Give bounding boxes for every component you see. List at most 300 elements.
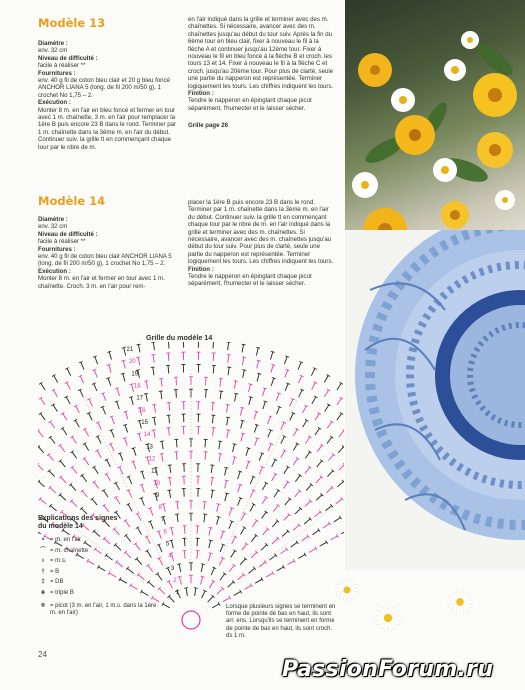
stitch-bar	[201, 576, 205, 577]
stitch-mark	[41, 398, 45, 405]
stitch-mark	[220, 379, 221, 387]
model13-niveau: facile à réaliser **	[38, 62, 86, 70]
stitch-mark	[262, 497, 266, 504]
stitch-mark	[268, 430, 271, 437]
stitch-mark	[317, 445, 322, 451]
stitch-mark	[41, 383, 45, 390]
round-number: 18	[133, 383, 141, 390]
stitch-bar	[209, 527, 213, 528]
legend-item	[36, 603, 166, 617]
stitch-mark	[262, 388, 264, 396]
round-number: 5	[165, 541, 170, 548]
stitch-mark	[82, 491, 87, 497]
stitch-mark	[251, 535, 256, 541]
stitch-mark	[325, 506, 331, 511]
stitch-mark	[197, 538, 198, 546]
stitch-mark	[320, 542, 327, 546]
legend-item	[36, 590, 166, 597]
daisy-center	[456, 598, 464, 606]
stitch-mark	[242, 345, 243, 353]
round-number: 9	[156, 492, 160, 499]
stitch-mark	[336, 499, 342, 504]
stitch-mark	[208, 596, 213, 602]
stitch-mark	[150, 521, 153, 528]
stitch-mark	[229, 565, 234, 571]
stitch-mark	[85, 444, 89, 451]
stitch-bar	[152, 417, 156, 418]
round-number: 17	[136, 395, 144, 402]
stitch-mark	[261, 545, 267, 551]
stitch-mark	[40, 413, 45, 419]
stitch-mark	[327, 437, 332, 443]
round-number: 13	[146, 444, 153, 451]
stitch-mark	[116, 497, 120, 504]
stitch-mark	[293, 444, 297, 451]
stitch-mark	[334, 517, 341, 522]
stitch-bar	[218, 441, 222, 442]
stitch-bar	[241, 433, 245, 434]
stitch-mark	[295, 508, 301, 514]
model14-fournitures: env. 40 g fil de coton bleu clair ANCHOR LIANA 5 (long. de fil 200 m/50 g), 1 crochet No 1,75 – 2.	[38, 253, 172, 268]
stitch-mark	[323, 524, 330, 529]
stitch-mark	[325, 405, 329, 412]
legend-symbol: ⧺	[40, 589, 46, 596]
stitch-mark	[212, 415, 213, 423]
legend-item	[36, 579, 166, 586]
stitch-mark	[220, 545, 223, 552]
stitch-mark	[124, 348, 126, 356]
stitch-bar	[233, 444, 237, 445]
stitch-mark	[291, 542, 297, 547]
stitch-bar	[152, 404, 156, 405]
stitch-mark	[337, 383, 341, 390]
stitch-mark	[128, 504, 132, 511]
model14-execution-right: placer la 1ère B puis encore 23 B dans le rond. Terminer par 1 m. chaînette dans la 3ème m. en l'air du début. Continuer suiv. la grille tt en commençant chaque tour par le nbre de m. en l'air indiqué dans la grille et terminer avec des m. chaînettes. Si nécessaire, avancer avec des m. chaînettes jusqu'au début du tour suiv. Pour plus de clarté, seule une partie du napperon est représentée. Terminer logiquement les tours. Les chiffres indiquent les tours.	[188, 199, 334, 266]
stitch-mark	[89, 399, 92, 406]
round-number: 4	[168, 553, 172, 560]
stitch-mark	[281, 422, 284, 429]
stitch-mark	[153, 355, 154, 363]
stitch-mark	[254, 425, 257, 433]
stitch-mark	[109, 365, 111, 373]
stitch-mark	[299, 390, 302, 397]
stitch-mark	[177, 502, 178, 510]
stitch-mark	[50, 506, 56, 511]
stitch-mark	[176, 390, 177, 398]
legend-text: = m.s.	[50, 558, 67, 564]
stitch-mark	[293, 458, 297, 465]
stitch-mark	[254, 412, 256, 420]
stitch-bar	[328, 522, 330, 525]
stitch-mark	[150, 508, 153, 516]
stitch-mark	[109, 352, 111, 360]
stitch-mark	[250, 477, 253, 484]
stitch-bar	[201, 564, 205, 565]
stitch-bar	[225, 480, 229, 481]
stitch-mark	[339, 431, 344, 437]
stitch-mark	[240, 408, 242, 416]
stitch-bar	[242, 344, 246, 345]
stitch-bar	[308, 451, 311, 453]
stitch-mark	[38, 447, 43, 453]
stitch-mark	[243, 370, 245, 378]
stitch-mark	[54, 375, 58, 382]
stitch-mark	[153, 342, 154, 350]
stitch-bar	[318, 528, 320, 531]
stitch-mark	[238, 498, 241, 505]
stitch-mark	[338, 447, 343, 453]
stitch-mark	[211, 490, 212, 498]
stitch-mark	[326, 487, 332, 492]
stitch-mark	[125, 412, 127, 420]
stitch-mark	[163, 504, 165, 512]
stitch-mark	[211, 478, 212, 486]
stitch-mark	[205, 439, 206, 447]
stitch-mark	[298, 555, 305, 559]
stitch-mark	[98, 422, 101, 429]
stitch-bar	[209, 553, 213, 554]
stitch-mark	[250, 504, 254, 511]
model13-finition-label: Finition :	[188, 90, 214, 98]
stitch-bar	[168, 465, 172, 466]
stitch-mark	[284, 357, 287, 365]
stitch-mark	[263, 529, 268, 535]
stitch-mark	[259, 562, 265, 567]
stitch-mark	[228, 355, 229, 363]
stitch-mark	[142, 485, 145, 493]
stitch-bar	[226, 417, 230, 418]
stitch-bar	[226, 404, 230, 405]
stitch-mark	[249, 384, 251, 392]
stitch-mark	[241, 421, 243, 429]
stitch-mark	[233, 444, 235, 452]
stitch-mark	[60, 445, 65, 451]
stitch-bar	[240, 407, 244, 408]
stitch-bar	[160, 453, 164, 454]
stitch-bar	[271, 351, 275, 352]
stitch-bar	[177, 576, 181, 577]
stitch-mark	[259, 467, 262, 474]
stitch-mark	[60, 461, 65, 467]
legend-text: = triple B	[50, 589, 74, 596]
stitch-mark	[179, 577, 181, 585]
stitch-mark	[268, 417, 271, 424]
stitch-mark	[80, 376, 83, 383]
stitch-mark	[161, 391, 162, 399]
stitch-mark	[108, 378, 111, 386]
stitch-mark	[133, 448, 136, 456]
stitch-mark	[184, 551, 185, 559]
stitch-bar	[217, 504, 221, 505]
stitch-mark	[50, 487, 56, 492]
stitch-mark	[225, 493, 227, 501]
stitch-mark	[303, 406, 307, 413]
stitch-mark	[123, 374, 125, 382]
stitch-bar	[152, 430, 156, 431]
stitch-mark	[284, 467, 288, 474]
stitch-mark	[285, 384, 288, 391]
stitch-mark	[95, 357, 98, 365]
stitch-mark	[266, 573, 273, 577]
stitch-mark	[213, 365, 214, 373]
stitch-mark	[339, 465, 344, 471]
legend-item	[36, 537, 166, 544]
stitch-mark	[201, 564, 203, 572]
model13-niveau-label: Niveau de difficulté :	[38, 54, 98, 62]
stitch-mark	[97, 451, 101, 458]
stitch-mark	[234, 381, 235, 389]
stitch-mark	[272, 538, 278, 543]
stitch-bar	[249, 384, 253, 385]
round-number: 3	[170, 565, 175, 572]
stitch-mark	[276, 393, 279, 400]
stitch-mark	[274, 490, 278, 497]
model14-fournitures-label: Fournitures :	[38, 245, 76, 253]
stitch-mark	[179, 564, 181, 572]
stitch-mark	[85, 429, 89, 436]
stitch-mark	[242, 357, 244, 365]
stitch-mark	[272, 460, 276, 467]
stitch-bar	[169, 540, 173, 541]
stitch-mark	[171, 540, 173, 548]
stitch-bar	[227, 367, 231, 368]
stitch-mark	[62, 428, 66, 435]
stitch-mark	[176, 452, 177, 460]
stitch-mark	[202, 591, 205, 598]
stitch-bar	[168, 477, 172, 478]
stitch-mark	[212, 403, 213, 411]
stitch-mark	[204, 514, 205, 522]
stitch-bar	[257, 373, 261, 374]
stitch-mark	[169, 490, 170, 498]
stitch-bar	[144, 381, 148, 382]
stitch-mark	[235, 394, 237, 402]
stitch-mark	[285, 370, 288, 377]
stitch-mark	[277, 567, 284, 571]
model14-finition: Tendre le napperon en épinglant chaque picot séparément, l'humecter et le laisser sécher.	[188, 273, 312, 288]
stitch-mark	[137, 514, 141, 521]
stitch-bar	[256, 347, 260, 348]
stitch-mark	[271, 378, 274, 386]
stitch-mark	[72, 467, 77, 473]
model14-finition-label: Finition :	[188, 265, 214, 273]
stitch-mark	[295, 475, 300, 481]
stitch-mark	[119, 467, 122, 474]
stitch-bar	[122, 347, 126, 348]
legend-symbol: •	[41, 537, 45, 543]
legend-text: = DB	[50, 579, 64, 585]
stitch-mark	[315, 413, 319, 420]
stitch-bar	[92, 481, 95, 483]
stitch-bar	[151, 354, 155, 355]
stitch-bar	[219, 391, 223, 392]
stitch-mark	[220, 574, 225, 580]
stitch-bar	[70, 451, 73, 453]
stitch-bar	[184, 588, 188, 589]
stitch-mark	[217, 517, 219, 525]
stitch-mark	[262, 512, 267, 519]
stitch-mark	[270, 555, 276, 560]
stitch-mark	[233, 457, 235, 465]
stitch-bar	[265, 511, 268, 513]
stitch-mark	[168, 353, 169, 361]
stitch-mark	[94, 467, 98, 474]
chain-line	[217, 395, 300, 566]
legend-item	[36, 548, 166, 555]
stitch-mark	[219, 558, 223, 565]
round-number: 20	[128, 359, 136, 366]
model14-right-column	[188, 199, 336, 288]
legend-symbol: ‡	[41, 579, 45, 585]
stitch-mark	[238, 472, 241, 480]
model13-left-column	[38, 40, 180, 151]
stitch-mark	[104, 505, 109, 511]
stitch-mark	[209, 581, 213, 588]
stitch-mark	[120, 453, 123, 460]
model13-execution-left: Monter 8 m. en l'air en bleu foncé et fermer en tour avec 1 m. chaînette, 3 m. en l'air pour remplacer la 1ère B puis encore 23 B dans le rond. Terminer par 1 m. chaînette dans la 3ème m. en l'air du début. Continuer suiv. la grille tt en commençant chaque tour par le nbre de m.	[38, 106, 177, 151]
round-number: 21	[126, 347, 134, 354]
stitch-mark	[255, 438, 258, 446]
stitch-mark	[248, 568, 254, 573]
round-number: 6	[163, 529, 167, 536]
stitch-mark	[281, 451, 285, 458]
stitch-mark	[48, 455, 53, 461]
stitch-mark	[229, 521, 232, 528]
stitch-bar	[129, 397, 133, 398]
legend-item	[36, 569, 166, 576]
stitch-mark	[184, 526, 185, 534]
model13-finition: Tendre le napperon en épinglant chaque picot séparément, l'humecter et le laisser sécher.	[188, 97, 312, 112]
stitch-mark	[211, 465, 212, 473]
stitch-mark	[106, 474, 110, 481]
stitch-mark	[257, 361, 259, 369]
stitch-mark	[298, 362, 301, 369]
stitch-mark	[312, 530, 319, 535]
stitch-bar	[257, 360, 261, 361]
stitch-bar	[167, 490, 171, 491]
stitch-bar	[225, 493, 229, 494]
round-number: 2	[173, 577, 177, 584]
stitch-mark	[111, 444, 114, 451]
stitch-mark	[309, 548, 316, 552]
stitch-mark	[125, 438, 128, 446]
stitch-mark	[246, 448, 249, 456]
stitch-mark	[271, 365, 273, 373]
stitch-mark	[111, 417, 114, 424]
stitch-mark	[337, 398, 341, 405]
stitch-bar	[307, 535, 309, 538]
stitch-bar	[161, 504, 165, 505]
model13-diametre: env. 32 cm	[38, 47, 68, 55]
stitch-bar	[136, 357, 140, 358]
round-number: 15	[141, 419, 148, 426]
legend-text: = B	[50, 568, 60, 575]
stitch-mark	[220, 391, 221, 399]
stitch-bar	[194, 588, 198, 589]
stitch-mark	[201, 577, 203, 585]
model14-left-column	[38, 216, 180, 290]
stitch-mark	[81, 508, 87, 514]
stitch-mark	[133, 461, 136, 469]
stitch-mark	[262, 483, 266, 490]
stitch-mark	[76, 406, 80, 413]
stitch-mark	[240, 559, 245, 565]
stitch-mark	[137, 528, 141, 535]
stitch-bar	[241, 420, 245, 421]
stitch-mark	[228, 367, 229, 375]
stitch-bar	[136, 370, 140, 371]
stitch-mark	[98, 436, 102, 443]
round-number: 14	[143, 432, 151, 439]
round-number: 11	[151, 468, 158, 475]
stitch-bar	[175, 514, 179, 515]
model13-execution-label: Exécution :	[38, 99, 71, 107]
stitch-bar	[242, 357, 246, 358]
daisy-center	[384, 614, 392, 622]
stitch-mark	[285, 499, 290, 505]
stitch-mark	[38, 431, 43, 437]
stitch-mark	[67, 368, 71, 375]
legend-text: = m. en l'air	[50, 537, 81, 543]
stitch-mark	[39, 481, 45, 486]
stitch-mark	[53, 390, 57, 397]
legend-symbol: ⌒	[39, 547, 46, 554]
stitch-mark	[184, 538, 185, 546]
stitch-mark	[302, 536, 309, 541]
stitch-mark	[316, 477, 321, 483]
stitch-mark	[161, 379, 162, 387]
stitch-mark	[330, 536, 337, 540]
stitch-mark	[290, 399, 293, 406]
stitch-mark	[276, 407, 279, 414]
stitch-mark	[305, 501, 311, 507]
stitch-mark	[72, 437, 76, 444]
stitch-mark	[225, 480, 227, 488]
stitch-mark	[94, 384, 97, 391]
stitch-mark	[287, 561, 294, 565]
stitch-mark	[169, 596, 174, 602]
stitch-mark	[263, 402, 266, 410]
stitch-mark	[195, 588, 196, 596]
stitch-mark	[94, 531, 100, 536]
stitch-bar	[226, 430, 230, 431]
stitch-bar	[177, 564, 181, 565]
stitch-bar	[217, 516, 221, 517]
stitch-mark	[327, 422, 332, 429]
stitch-mark	[138, 357, 140, 365]
stitch-mark	[213, 353, 214, 361]
stitch-mark	[141, 498, 144, 505]
stitch-bar	[121, 360, 125, 361]
stitch-mark	[92, 499, 97, 505]
stitch-mark	[117, 402, 120, 410]
legend-list	[36, 537, 166, 620]
stitch-mark	[204, 502, 205, 510]
stitch-mark	[242, 544, 247, 550]
stitch-mark	[304, 519, 310, 524]
stitch-mark	[295, 491, 300, 497]
round-number: 19	[131, 371, 139, 378]
stitch-mark	[139, 434, 141, 442]
stitch-mark	[146, 381, 147, 389]
stitch-mark	[270, 352, 272, 360]
stitch-bar	[211, 490, 215, 491]
stitch-mark	[324, 375, 328, 382]
stitch-mark	[312, 383, 316, 390]
stitch-mark	[125, 425, 128, 433]
stitch-bar	[144, 393, 148, 394]
stitch-mark	[107, 460, 111, 467]
